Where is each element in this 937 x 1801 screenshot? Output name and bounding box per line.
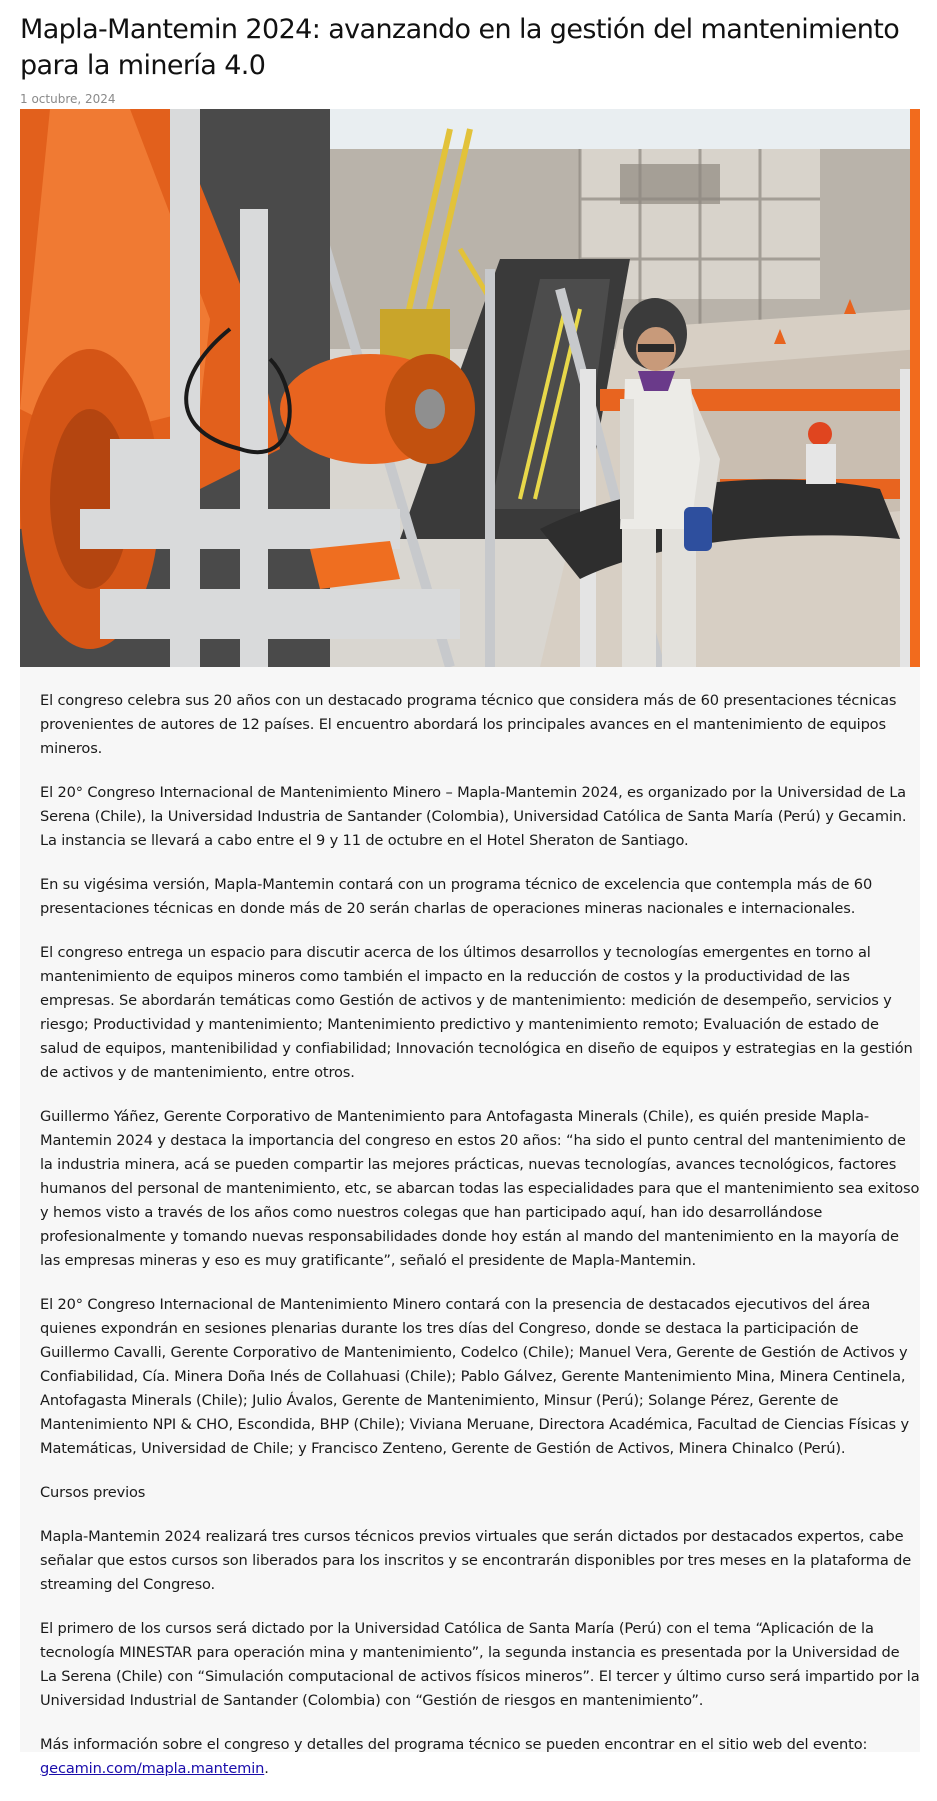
paragraph-more-info [40,1733,920,1781]
paragraph-speakers: El 20° Congreso Internacional de Mantenimiento Minero contará con la presencia de destacados ejecutivos del área quienes expondrán en sesiones plenarias durante los tres días del Congreso, donde se destaca la participación de Guillermo Cavalli, Gerente Corporativo de Mantenimiento, Codelco (Chile); Manuel Vera, Gerente de Gestión de Activos y Confiabilidad, Cía. Minera Doña Inés de Collahuasi (Chile); Pablo Gálvez, Gerente Mantenimiento Mina, Minera Centinela, Antofagasta Minerals (Chile); Julio Ávalos, Gerente de Mantenimiento, Minsur (Perú); Solange Pérez, Gerente de Mantenimiento NPI & CHO, Escondida, BHP (Chile); Viviana Meruane, Directora Académica, Facultad de Ciencias Físicas y Matemáticas, Universidad de Chile; y Francisco Zenteno, Gerente de Gestión de Activos, Minera Chinalco (Perú). [40,1296,909,1457]
paragraph-courses-detail: El primero de los cursos será dictado por la Universidad Católica de Santa María (Perú) con el tema “Aplicación de la tecnología MINESTAR para operación mina y mantenimiento”, la segunda instancia es presentada por la Universidad de La Serena (Chile) con “Simulación computacional de activos físicos mineros”. El tercer y último curso será impartido por la Universidad Industrial de Santander (Colombia) con “Gestión de riesgos en mantenimiento”. [40,1620,920,1709]
paragraph-program: En su vigésima versión, Mapla-Mantemin contará con un programa técnico de excelencia que contempla más de 60 presentaciones técnicas en donde más de 20 serán charlas de operaciones mineras nacionales e internacionales. [40,876,873,917]
article-header [20,12,920,106]
paragraph-president-quote: Guillermo Yáñez, Gerente Corporativo de Mantenimiento para Antofagasta Minerals (Chile), es quién preside Mapla-Mantemin 2024 y destaca la importancia del congreso en estos 20 años: “ha sido el punto central del mantenimiento de la industria minera, acá se pueden compartir las mejores prácticas, nuevas tecnologías, avances tecnológicos, factores humanos del personal de mantenimiento, etc, se abarcan todas las especialidades para que el mantenimiento sea exitoso y hemos visto a través de los años como nuestros colegas que han participado aquí, han ido desarrollándose profesionalmente y tomando nuevas responsabilidades donde hoy están al mando del mantenimiento en la mayoría de las empresas mineras y eso es muy gratificante”, señaló el presidente de Mapla-Mantemin. [40,1108,920,1269]
closing-period: . [264,1760,269,1777]
paragraph-courses-intro: Mapla-Mantemin 2024 realizará tres cursos técnicos previos virtuales que serán dictados por destacados expertos, cabe señalar que estos cursos son liberados para los inscritos y se encontrarán disponibles por tres meses en la plataforma de streaming del Congreso. [40,1528,912,1593]
article-title: Mapla-Mantemin 2024: avanzando en la gestión del mantenimiento para la minería 4.0 [20,14,900,81]
paragraph-organizers: El 20° Congreso Internacional de Mantenimiento Minero – Mapla-Mantemin 2024, es organizado por la Universidad de La Serena (Chile), la Universidad Industria de Santander (Colombia), Universidad Católica de Santa María (Perú) y Gecamin. La instancia se llevará a cabo entre el 9 y 11 de octubre en el Hotel Sheraton de Santiago. [40,784,907,849]
paragraph-topics: El congreso entrega un espacio para discutir acerca de los últimos desarrollos y tecnologías emergentes en torno al mantenimiento de equipos mineros como también el impacto en la reducción de costos y la productividad de las empresas. Se abordarán temáticas como Gestión de activos y de mantenimiento: medición de desempeño, servicios y riesgo; Productividad y mantenimiento; Mantenimiento predictivo y mantenimiento remoto; Evaluación de estado de salud de equipos, mantenibilidad y confiabilidad; Innovación tecnológica en diseño de equipos y estrategias en la gestión de activos y de mantenimiento, entre otros. [40,944,913,1081]
section-heading-courses: Cursos previos [40,1484,146,1501]
event-website-link[interactable]: gecamin.com/mapla.mantemin [40,1760,265,1777]
article-body [20,667,920,1777]
article-date: 1 octubre, 2024 [20,92,116,106]
more-info-text: Más información sobre el congreso y detalles del programa técnico se pueden encontrar en el sitio web del evento: [40,1736,868,1753]
paragraph-intro: El congreso celebra sus 20 años con un destacado programa técnico que considera más de 60 presentaciones técnicas provenientes de autores de 12 países. El encuentro abordará los principales avances en el mantenimiento de equipos mineros. [40,692,897,757]
article-text [40,689,920,1801]
hero-image [20,109,920,667]
mining-conveyor-photo [20,109,920,667]
